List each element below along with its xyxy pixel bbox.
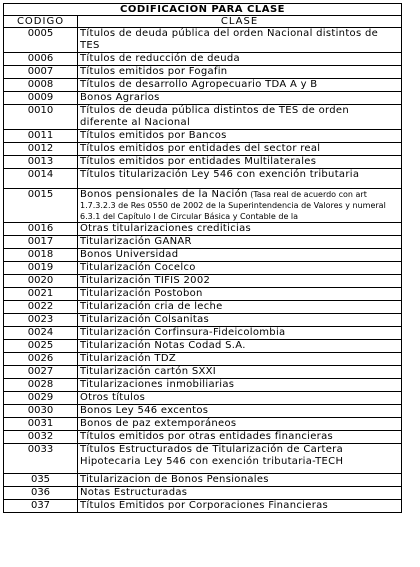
row-description: Títulos emitidos por entidades del sector real [78, 143, 402, 156]
table-title: CODIFICACION PARA CLASE [4, 4, 402, 16]
table-row [4, 223, 402, 236]
row-description-note: (Tasa real de acuerdo con art 1.7.3.2.3 de Res 0550 de 2002 de la Superintendencia de Valores y numeral 6.3.1 del Capítulo I de Circular Básica y Contable de la [80, 190, 386, 221]
table-row [4, 340, 402, 353]
header-row [4, 16, 402, 28]
table-row [4, 314, 402, 327]
table-row [4, 105, 402, 130]
row-description: Titularización TDZ [78, 353, 402, 366]
row-code: 0024 [4, 327, 78, 340]
row-description: Titularización Corfinsura-Fideicolombia [78, 327, 402, 340]
row-description: Titularización GANAR [78, 236, 402, 249]
row-description: Otras titularizaciones crediticias [78, 223, 402, 236]
row-code: 0028 [4, 379, 78, 392]
row-description: Titularización cria de leche [78, 301, 402, 314]
column-header-class: CLASE [78, 16, 402, 28]
row-code: 0016 [4, 223, 78, 236]
column-header-code: CODIGO [4, 16, 78, 28]
row-description: Títulos de deuda pública distintos de TES de orden diferente al Nacional [78, 105, 402, 130]
table-row [4, 236, 402, 249]
table-row [4, 327, 402, 340]
row-description: Títulos emitidos por otras entidades financieras [78, 431, 402, 444]
row-description: Titularización Cocelco [78, 262, 402, 275]
row-code: 0006 [4, 53, 78, 66]
table-row [4, 487, 402, 500]
table-row [4, 474, 402, 487]
table-row [4, 189, 402, 223]
table-row [4, 392, 402, 405]
table-row [4, 143, 402, 156]
table-row [4, 92, 402, 105]
row-description: Títulos de deuda pública del orden Nacional distintos de TES [78, 28, 402, 53]
table-row [4, 288, 402, 301]
row-code: 035 [4, 474, 78, 487]
row-description: Títulos emitidos por Bancos [78, 130, 402, 143]
row-description: Títulos titularización Ley 546 con exención tributaria [78, 169, 402, 189]
row-code: 0020 [4, 275, 78, 288]
row-code: 0027 [4, 366, 78, 379]
row-description: Bonos de paz extemporáneos [78, 418, 402, 431]
row-code: 0009 [4, 92, 78, 105]
codification-table-body [4, 4, 402, 513]
table-row [4, 66, 402, 79]
row-code: 0019 [4, 262, 78, 275]
row-code: 0025 [4, 340, 78, 353]
table-row [4, 262, 402, 275]
row-description: Titularización Postobon [78, 288, 402, 301]
row-description: Títulos de reducción de deuda [78, 53, 402, 66]
row-description: Títulos de desarrollo Agropecuario TDA A y B [78, 79, 402, 92]
row-description: Títulos Estructurados de Titularización de Cartera Hipotecaria Ley 546 con exención tributaria-TECH [78, 444, 402, 474]
row-code: 0023 [4, 314, 78, 327]
row-description: Títulos Emitidos por Corporaciones Financieras [78, 500, 402, 513]
row-description: Titularización Notas Codad S.A. [78, 340, 402, 353]
table-row [4, 431, 402, 444]
row-code: 0018 [4, 249, 78, 262]
row-code: 0014 [4, 169, 78, 189]
table-row [4, 130, 402, 143]
row-code: 0032 [4, 431, 78, 444]
table-row [4, 444, 402, 474]
row-description: Títulos emitidos por Fogafin [78, 66, 402, 79]
row-code: 036 [4, 487, 78, 500]
table-row [4, 28, 402, 53]
row-description: Titularización Colsanitas [78, 314, 402, 327]
title-row [4, 4, 402, 16]
table-row [4, 379, 402, 392]
table-row [4, 156, 402, 169]
row-code: 0030 [4, 405, 78, 418]
table-row [4, 418, 402, 431]
row-description: Otros títulos [78, 392, 402, 405]
row-description: Notas Estructuradas [78, 487, 402, 500]
codification-table [3, 3, 402, 513]
table-row [4, 249, 402, 262]
row-code: 0007 [4, 66, 78, 79]
row-code: 0008 [4, 79, 78, 92]
row-code: 0010 [4, 105, 78, 130]
row-code: 0012 [4, 143, 78, 156]
row-description: Titularización cartón SXXI [78, 366, 402, 379]
row-description: Titularizacion de Bonos Pensionales [78, 474, 402, 487]
row-description: Bonos Ley 546 excentos [78, 405, 402, 418]
row-description [78, 189, 402, 223]
row-description-text: Bonos pensionales de la Nación [80, 189, 248, 200]
table-row [4, 353, 402, 366]
table-row [4, 500, 402, 513]
row-description: Titularización TIFIS 2002 [78, 275, 402, 288]
row-code: 0013 [4, 156, 78, 169]
row-description: Títulos emitidos por entidades Multilaterales [78, 156, 402, 169]
row-code: 0022 [4, 301, 78, 314]
row-code: 037 [4, 500, 78, 513]
row-description: Bonos Universidad [78, 249, 402, 262]
row-code: 0005 [4, 28, 78, 53]
table-row [4, 366, 402, 379]
table-row [4, 53, 402, 66]
table-row [4, 301, 402, 314]
table-row [4, 275, 402, 288]
table-row [4, 405, 402, 418]
table-row [4, 169, 402, 189]
row-code: 0031 [4, 418, 78, 431]
row-description: Bonos Agrarios [78, 92, 402, 105]
table-row [4, 79, 402, 92]
row-code: 0017 [4, 236, 78, 249]
row-code: 0021 [4, 288, 78, 301]
row-code: 0015 [4, 189, 78, 223]
row-code: 0026 [4, 353, 78, 366]
row-code: 0033 [4, 444, 78, 474]
row-code: 0011 [4, 130, 78, 143]
row-code: 0029 [4, 392, 78, 405]
row-description: Titularizaciones inmobiliarias [78, 379, 402, 392]
